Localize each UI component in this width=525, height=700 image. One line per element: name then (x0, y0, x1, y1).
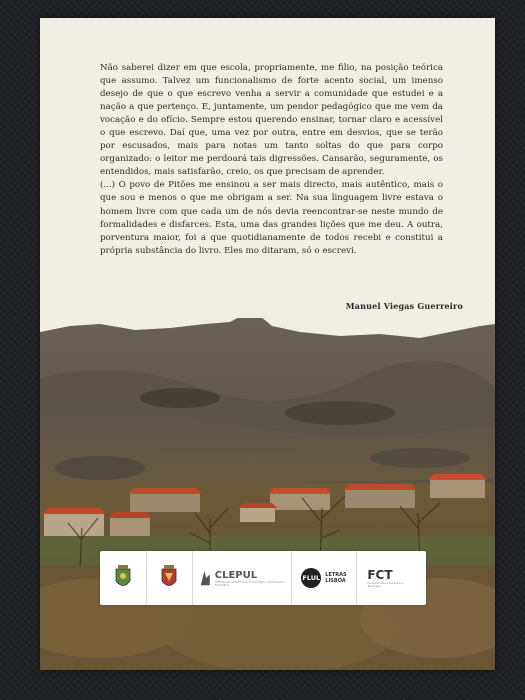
crest-icon (110, 563, 136, 593)
blurb-text (100, 62, 443, 258)
landscape-illustration (40, 318, 495, 670)
blurb-paragraph-1: Não saberei dizer em que escola, propriamente, me filio, na posição teórica que assumo. Talvez um funcionalismo de forte acento social, um imenso desejo de que o que escrevo venha a servir a comunidade que estudei e a nação a que pertenço. E, juntamente, um pendor pedagógico que me vem da vocação e do ofício. Sempre estou querendo ensinar, tornar claro e acessível o que escrevo. Daí que, uma vez por outra, entre em desvios, que se terão por escusados, mais para notas um tanto soltas do que para corpo organizado: o leitor me perdoará tais digressões. Cansarão, seguramente, os entendidos, mais satisfarão, creio, os que precisam de aprender. (100, 63, 443, 178)
flul-text-lisboa: LISBOA (325, 578, 346, 584)
fct-name: FCT (367, 568, 393, 582)
clepul-logo (193, 551, 292, 605)
fct-subtitle: Fundação para a Ciência e a Tecnologia (367, 582, 403, 588)
clepul-icon (199, 568, 212, 588)
parish-crest-logo (147, 551, 194, 605)
flul-logo (292, 551, 356, 605)
clepul-subtitle: CENTRO DE LITERATURAS E CULTURAS LUSÓFONAS E EUROPEIAS (214, 580, 284, 587)
fct-logo (357, 551, 426, 605)
sponsor-logo-strip (100, 551, 426, 605)
clepul-name: CLEPUL (214, 569, 258, 581)
blurb-paragraph-2: (...) O povo de Pitões me ensinou a ser mais directo, mais autêntico, mais o que sou e menos o que me obrigam a ser. Na sua linguagem livre estava o homem livre com que cada um de nós devia reencontrar-se neste mundo de formalidades e disfarces. Esta, uma das grandes lições que me deu. A outra, porventura maior, foi a que quotidianamente de todos recebi e constitui a própria substância do livro. Eles mo ditaram, só o escrevi. (100, 180, 443, 256)
mountain-village-photo (40, 318, 495, 670)
author-signature: Manuel Viegas Guerreiro (345, 301, 463, 311)
crest-icon (156, 563, 182, 593)
municipality-crest-logo (100, 551, 147, 605)
book-back-cover (40, 18, 495, 670)
flul-mark: FLUL (301, 568, 321, 588)
flul-text-letras: LETRAS (325, 572, 347, 578)
